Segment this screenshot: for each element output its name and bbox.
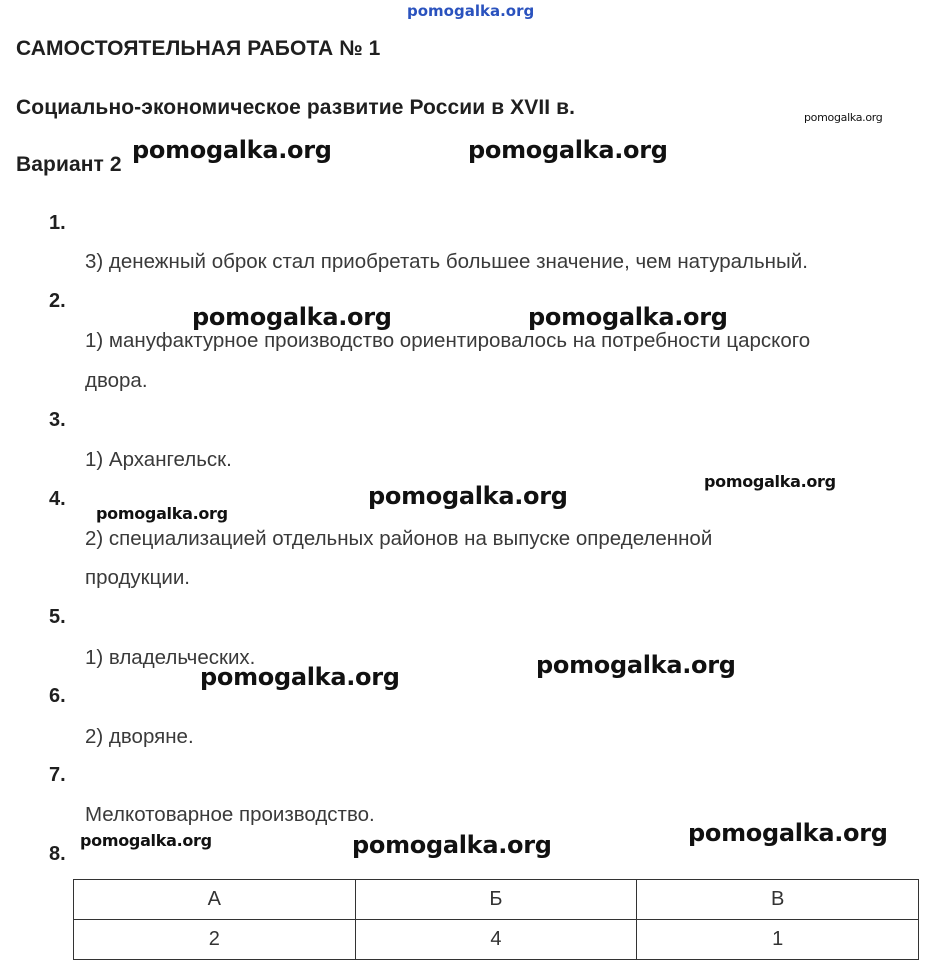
watermark: pomogalka.org [704, 472, 836, 491]
table-cell: 4 [355, 920, 637, 960]
answer-text: 1) Архангельск. [85, 448, 232, 471]
answer-text: 1) владельческих. [85, 646, 256, 669]
question-number: 6. [49, 685, 66, 707]
watermark: pomogalka.org [536, 651, 736, 679]
answer-table [73, 879, 919, 960]
question-number: 3. [49, 409, 66, 431]
table-header-cell: Б [355, 880, 637, 920]
variant-label: Вариант 2 [16, 153, 122, 176]
watermark: pomogalka.org [528, 303, 728, 331]
page-subtitle: Социально-экономическое развитие России в XVII в. [16, 96, 576, 119]
table-header-cell: В [637, 880, 919, 920]
question-number: 4. [49, 488, 66, 510]
watermark: pomogalka.org [688, 819, 888, 847]
watermark: pomogalka.org [96, 504, 228, 523]
question-number: 1. [49, 212, 66, 234]
answer-text: 1) мануфактурное производство ориентировалось на потребности царского [85, 329, 811, 352]
question-number: 7. [49, 764, 66, 786]
table-cell: 1 [637, 920, 919, 960]
watermark: pomogalka.org [192, 303, 392, 331]
top-watermark: pomogalka.org [407, 2, 535, 20]
answer-text: продукции. [85, 566, 190, 589]
watermark: pomogalka.org [468, 136, 668, 164]
answer-text: 3) денежный оброк стал приобретать большее значение, чем натуральный. [85, 250, 808, 273]
watermark: pomogalka.org [200, 663, 400, 691]
table-header-cell: А [74, 880, 356, 920]
watermark: pomogalka.org [132, 136, 332, 164]
answer-text: Мелкотоварное производство. [85, 803, 375, 826]
watermark: pomogalka.org [804, 111, 883, 124]
question-number: 2. [49, 290, 66, 312]
watermark: pomogalka.org [352, 831, 552, 859]
table-row [74, 920, 919, 960]
table-header-row [74, 880, 919, 920]
watermark: pomogalka.org [80, 831, 212, 850]
watermark: pomogalka.org [368, 482, 568, 510]
answer-text: 2) специализацией отдельных районов на выпуске определенной [85, 527, 713, 550]
answer-text: 2) дворяне. [85, 725, 194, 748]
table-cell: 2 [74, 920, 356, 960]
page-title: САМОСТОЯТЕЛЬНАЯ РАБОТА № 1 [16, 37, 381, 60]
question-number: 5. [49, 606, 66, 628]
answer-text: двора. [85, 369, 148, 392]
question-number: 8. [49, 843, 66, 865]
